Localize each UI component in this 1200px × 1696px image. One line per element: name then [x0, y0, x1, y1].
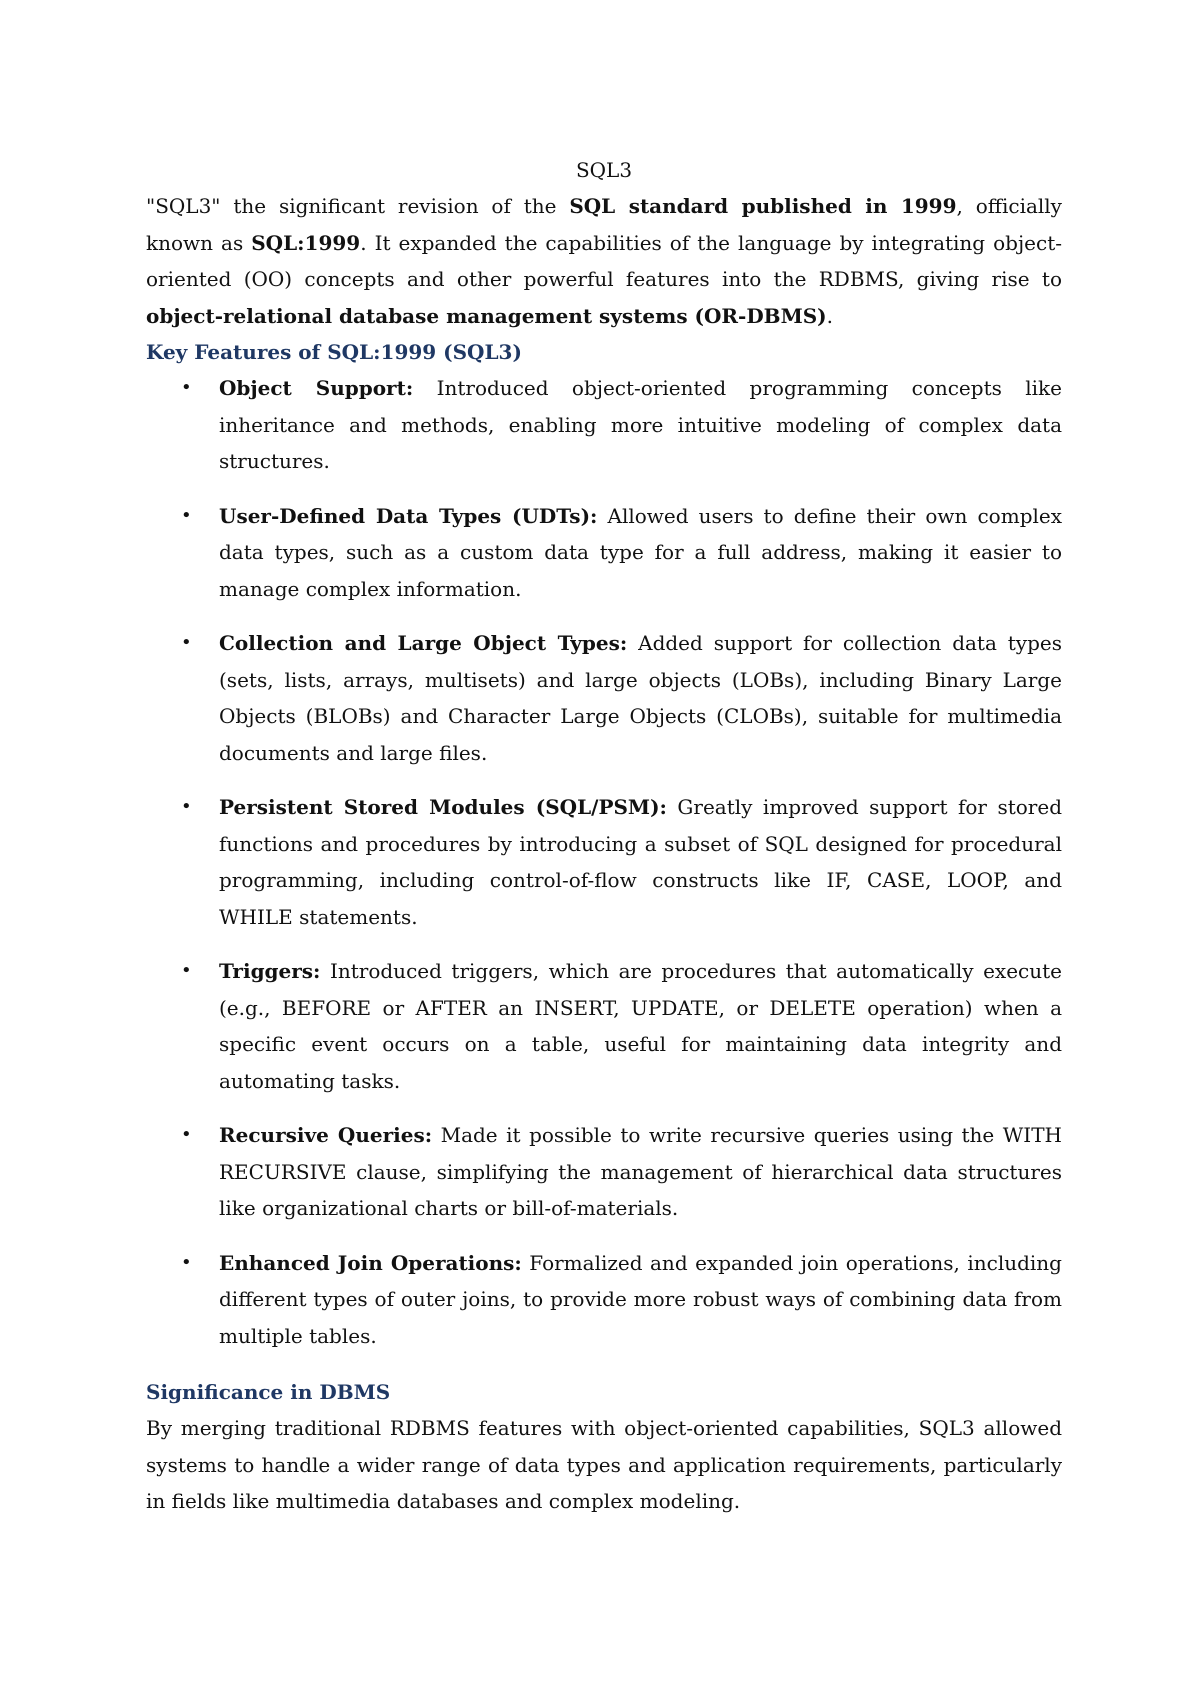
list-item	[146, 1245, 1062, 1355]
feature-list	[146, 370, 1062, 1354]
features-heading: Key Features of SQL:1999 (SQL3)	[146, 340, 522, 364]
feature-term: Recursive Queries:	[219, 1123, 433, 1147]
list-item	[146, 1117, 1062, 1227]
list-item	[146, 789, 1062, 935]
list-item	[146, 625, 1062, 771]
bullet-icon: •	[181, 377, 192, 398]
bullet-icon: •	[181, 1251, 192, 1273]
bullet-icon: •	[181, 632, 192, 653]
significance-paragraph: By merging traditional RDBMS features with object-oriented capabilities, SQL3 allowed systems to handle a wider range of data types and application requirements, particularly in fields like multimedia databases and complex modeling.	[146, 1416, 1062, 1513]
significance-heading: Significance in DBMS	[146, 1380, 391, 1404]
list-item	[146, 498, 1062, 608]
feature-term: Persistent Stored Modules (SQL/PSM):	[219, 795, 667, 819]
intro-text-2: , officially known as	[146, 194, 1062, 255]
feature-text: Added support for collection data types (sets, lists, arrays, multisets) and large objects (LOBs), including Binary Large Objects (BLOBs) and Character Large Objects (CLOBs), suitable for multimedia documents and large files.	[219, 631, 1063, 765]
feature-term: User-Defined Data Types (UDTs):	[219, 503, 598, 528]
feature-text: Introduced object-oriented programming concepts like inheritance and methods, enabling more intuitive modeling of complex data structures.	[219, 376, 1062, 473]
feature-term: Collection and Large Object Types:	[219, 631, 628, 655]
feature-term: Object Support:	[219, 376, 414, 400]
intro-paragraph	[146, 188, 1062, 334]
list-item	[146, 953, 1062, 1099]
feature-term: Enhanced Join Operations:	[219, 1250, 522, 1275]
page-title: SQL3	[575, 158, 633, 182]
intro-bold-2: SQL:1999	[251, 230, 361, 255]
bullet-icon: •	[181, 960, 192, 981]
feature-text: Formalized and expanded join operations, including different types of outer joins, to provide more robust ways of combining data from multiple tables.	[219, 1250, 1062, 1348]
feature-text: Introduced triggers, which are procedures that automatically execute (e.g., BEFORE or AFTER an INSERT, UPDATE, or DELETE operation) when a specific event occurs on a table, useful for maintaining data integrity and automating tasks.	[219, 959, 1062, 1093]
feature-text: Made it possible to write recursive queries using the WITH RECURSIVE clause, simplifying the management of hierarchical data structures like organizational charts or bill-of-materials.	[219, 1123, 1062, 1220]
intro-bold-3: object-relational database management systems (OR-DBMS)	[146, 303, 827, 328]
feature-text: Allowed users to define their own complex data types, such as a custom data type for a full address, making it easier to manage complex information.	[219, 503, 1063, 601]
intro-text-4: .	[826, 303, 833, 328]
intro-bold-1: SQL standard published in 1999	[569, 194, 957, 218]
intro-text-1: "SQL3" the significant revision of the	[146, 194, 570, 218]
document-page	[146, 152, 1062, 1520]
list-item	[146, 370, 1062, 480]
bullet-icon: •	[181, 504, 192, 526]
intro-text-3: . It expanded the capabilities of the language by integrating object-oriented (OO) concepts and other powerful features into the RDBMS, giving rise to	[146, 230, 1062, 291]
bullet-icon: •	[181, 1124, 192, 1145]
bullet-icon: •	[181, 796, 192, 817]
feature-text: Greatly improved support for stored functions and procedures by introducing a subset of SQL designed for procedural programming, including control-of-flow constructs like IF, CASE, LOOP, and WHILE statements.	[219, 795, 1063, 929]
feature-term: Triggers:	[219, 959, 321, 983]
